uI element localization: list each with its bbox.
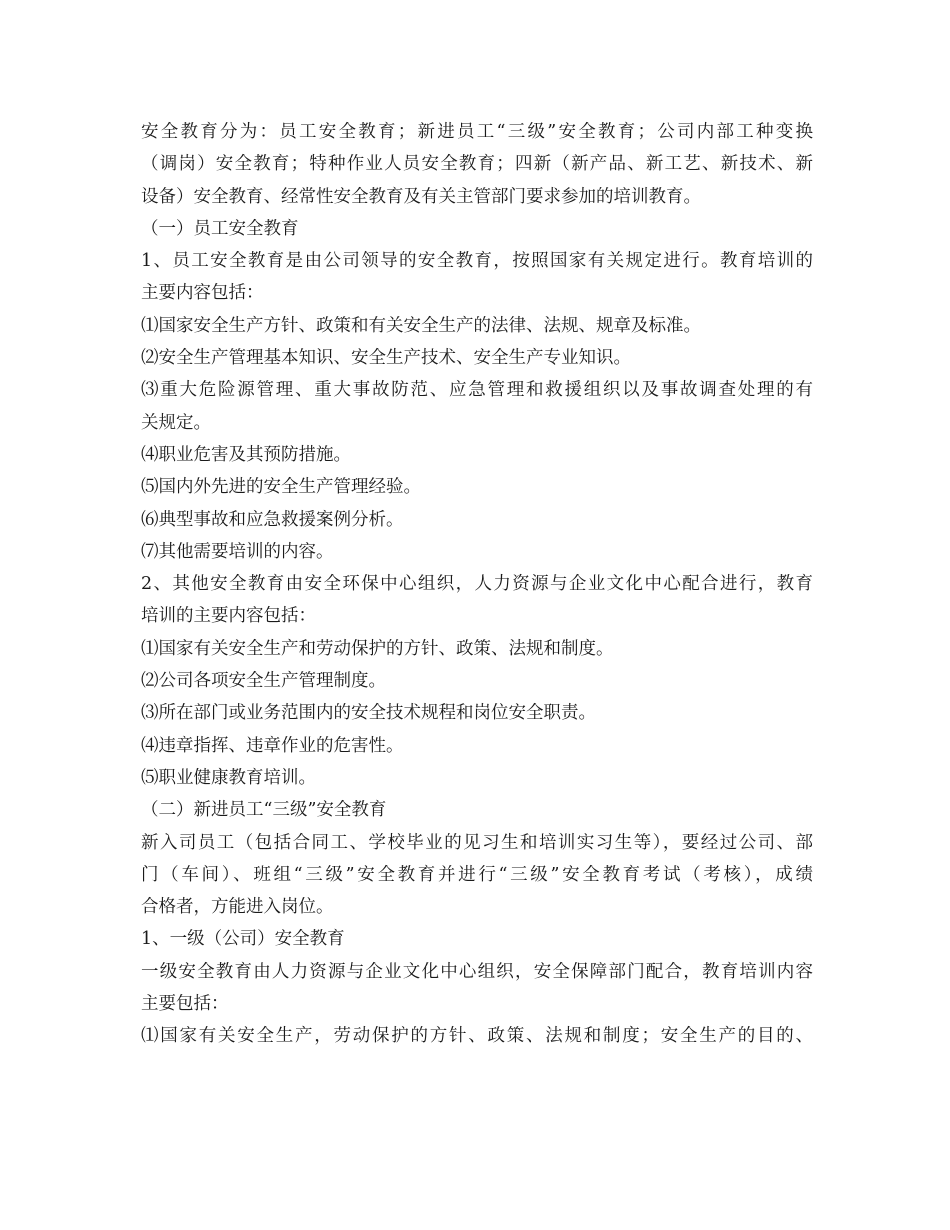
text-line: 1、员工安全教育是由公司领导的安全教育，按照国家有关规定进行。教育培训的: [141, 251, 813, 272]
text-line: ⑴国家有关安全生产，劳动保护的方针、政策、法规和制度；安全生产的目的、: [141, 1026, 813, 1047]
text-line: 合格者，方能进入岗位。: [141, 897, 334, 918]
text-line: 一级安全教育由人力资源与企业文化中心组织，安全保障部门配合，教育培训内容: [141, 961, 813, 982]
text-line: ⑴国家安全生产方针、政策和有关安全生产的法律、法规、规章及标准。: [141, 315, 701, 336]
text-line: （二）新进员工“三级”安全教育: [141, 800, 387, 821]
text-line: 安全教育分为：员工安全教育；新进员工“三级”安全教育；公司内部工种变换: [141, 122, 813, 142]
text-line: ⑸国内外先进的安全生产管理经验。: [141, 477, 421, 498]
text-line: 新入司员工（包括合同工、学校毕业的见习生和培训实习生等），要经过公司、部: [141, 832, 813, 853]
text-line: ⑶所在部门或业务范围内的安全技术规程和岗位安全职责。: [141, 703, 596, 724]
text-line: （一）员工安全教育: [141, 218, 299, 239]
text-line: 设备）安全教育、经常性安全教育及有关主管部门要求参加的培训教育。: [141, 186, 701, 207]
text-line: 关规定。: [141, 412, 211, 433]
document-body: [141, 116, 813, 1053]
text-line: 主要内容包括：: [141, 283, 264, 304]
text-line: 门（车间）、班组“三级”安全教育并进行“三级”安全教育考试（考核），成绩: [141, 864, 813, 885]
text-line: 2、其他安全教育由安全环保中心组织，人力资源与企业文化中心配合进行，教育: [141, 574, 813, 595]
text-line: 主要包括：: [141, 994, 229, 1015]
text-line: ⑵安全生产管理基本知识、安全生产技术、安全生产专业知识。: [141, 348, 631, 369]
text-line: ⑷职业危害及其预防措施。: [141, 444, 351, 465]
text-line: ⑷违章指挥、违章作业的危害性。: [141, 735, 404, 756]
text-line: 1、一级（公司）安全教育: [141, 929, 345, 950]
text-line: ⑹典型事故和应急救援案例分析。: [141, 509, 404, 530]
text-line: ⑴国家有关安全生产和劳动保护的方针、政策、法规和制度。: [141, 638, 614, 659]
text-line: ⑶重大危险源管理、重大事故防范、应急管理和救援组织以及事故调查处理的有: [141, 380, 813, 401]
text-line: ⑵公司各项安全生产管理制度。: [141, 671, 386, 692]
text-line: 培训的主要内容包括：: [141, 606, 316, 627]
text-line: ⑸职业健康教育培训。: [141, 767, 316, 788]
text-line: ⑺其他需要培训的内容。: [141, 541, 334, 562]
text-line: （调岗）安全教育；特种作业人员安全教育；四新（新产品、新工艺、新技术、新: [141, 154, 813, 175]
